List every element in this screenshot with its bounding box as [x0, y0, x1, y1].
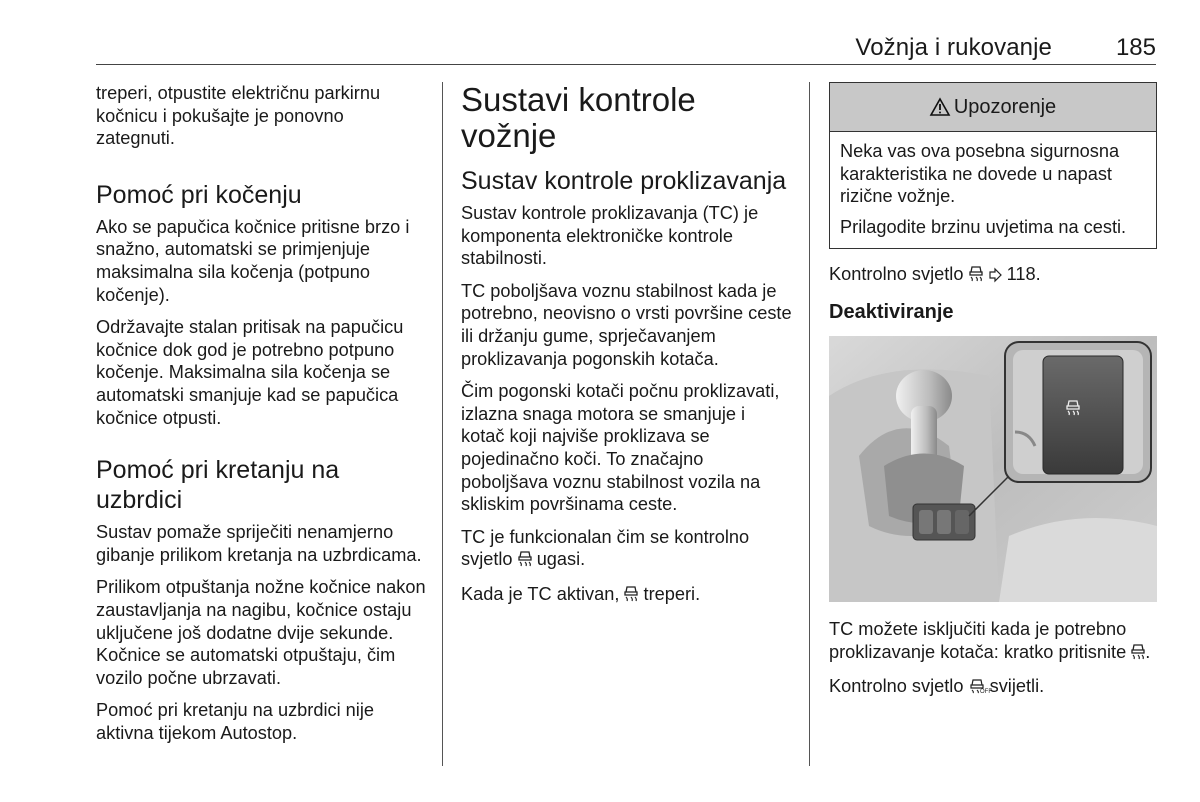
- column-divider-1: [442, 82, 443, 766]
- paragraph: Pomoć pri kretanju na uzbrdici nije aktivna tijekom Autostop.: [96, 700, 374, 743]
- text: svijetli.: [989, 676, 1045, 697]
- heading-hill-start-assist: Pomoć pri kretanju na uzbrdici: [96, 456, 340, 515]
- page-reference: 118.: [1006, 264, 1041, 285]
- warning-title: Upozorenje: [953, 95, 1057, 118]
- paragraph: [461, 583, 793, 608]
- text: Kontrolno svjetlo: [829, 676, 964, 697]
- paragraph: [461, 526, 793, 573]
- warning-text: Neka vas ova posebna sigurnosna karakteristika ne dovede u napast rizične vožnje.: [840, 141, 1120, 207]
- traction-control-icon: [518, 550, 532, 573]
- heading-brake-assist: Pomoć pri kočenju: [96, 180, 302, 209]
- intro-paragraph: treperi, otpustite električnu parkirnu kočnicu i pokušajte je ponovno zategnuti.: [96, 83, 381, 149]
- paragraph: Ako se papučica kočnice pritisne brzo i snažno, automatski se primjenjuje maksimalna sila kočenja (potpuno kočenje).: [96, 216, 410, 305]
- paragraph: Čim pogonski kotači počnu proklizavati, izlazna snaga motora se smanjuje i kotač koji najviše proklizava se pojedinačno koči. To značajno poboljšava voznu stabilnost vozila na skliskim površinama ceste.: [461, 381, 780, 515]
- text: .: [1145, 641, 1151, 662]
- column-2: [461, 82, 793, 618]
- text: treperi.: [643, 583, 701, 604]
- paragraph: Održavajte stalan pritisak na papučicu kočnice dok god je potrebno potpuno kočenje. Maksimalna sila kočenja se automatski smanjuje kad se papučica kočnice otpusti.: [96, 317, 404, 428]
- text: TC možete isključiti kada je potrebno proklizavanje kotača: kratko pritisnite: [829, 618, 1127, 662]
- traction-control-off-icon: [969, 677, 992, 700]
- page-number: 185: [1115, 34, 1156, 61]
- svg-text:OFF: OFF: [979, 689, 992, 696]
- paragraph: Prilikom otpuštanja nožne kočnice nakon zaustavljanja na nagibu, kočnice ostaju uključene još dodatne dvije sekunde. Kočnice se automatski otpuštaju, čim vozilo počne ubrzavati.: [96, 577, 426, 688]
- page-reference-arrow-icon: [988, 265, 1002, 288]
- text: Kada je TC aktivan,: [461, 583, 620, 604]
- heading-traction-control: Sustav kontrole proklizavanja: [461, 167, 787, 195]
- text: Kontrolno svjetlo: [829, 264, 964, 285]
- text: ugasi.: [536, 549, 586, 570]
- traction-control-icon: [624, 585, 638, 608]
- paragraph: Sustav kontrole proklizavanja (TC) je komponenta elektroničke kontrole stabilnosti.: [461, 203, 759, 269]
- paragraph: [829, 675, 1157, 700]
- warning-header: [830, 83, 1156, 132]
- text: TC je funkcionalan čim se kontrolno svjetlo: [461, 526, 750, 570]
- warning-triangle-icon: [930, 98, 950, 116]
- paragraph: [829, 618, 1157, 665]
- header-title: Vožnja i rukovanje: [855, 34, 1052, 61]
- warning-box: [829, 82, 1157, 249]
- heading-driving-control-systems: Sustavi kontrole vožnje: [461, 81, 696, 154]
- column-1: [96, 82, 426, 754]
- column-3: [829, 82, 1157, 710]
- heading-deactivation: Deaktiviranje: [829, 300, 954, 323]
- header-rule: [96, 64, 1156, 65]
- paragraph: [829, 263, 1157, 288]
- center-console-photo: [829, 336, 1157, 602]
- traction-control-icon: [1131, 643, 1145, 666]
- warning-text: Prilagodite brzinu uvjetima na cesti.: [840, 216, 1127, 237]
- warning-body: [830, 132, 1156, 248]
- column-divider-2: [809, 82, 810, 766]
- paragraph: Sustav pomaže spriječiti nenamjerno gibanje prilikom kretanja na uzbrdicama.: [96, 522, 422, 565]
- traction-control-icon: [969, 265, 983, 288]
- paragraph: TC poboljšava voznu stabilnost kada je potrebno, neovisno o vrsti površine ceste ili držanju gume, sprječavanjem proklizavanja pogonskih kotača.: [461, 280, 792, 369]
